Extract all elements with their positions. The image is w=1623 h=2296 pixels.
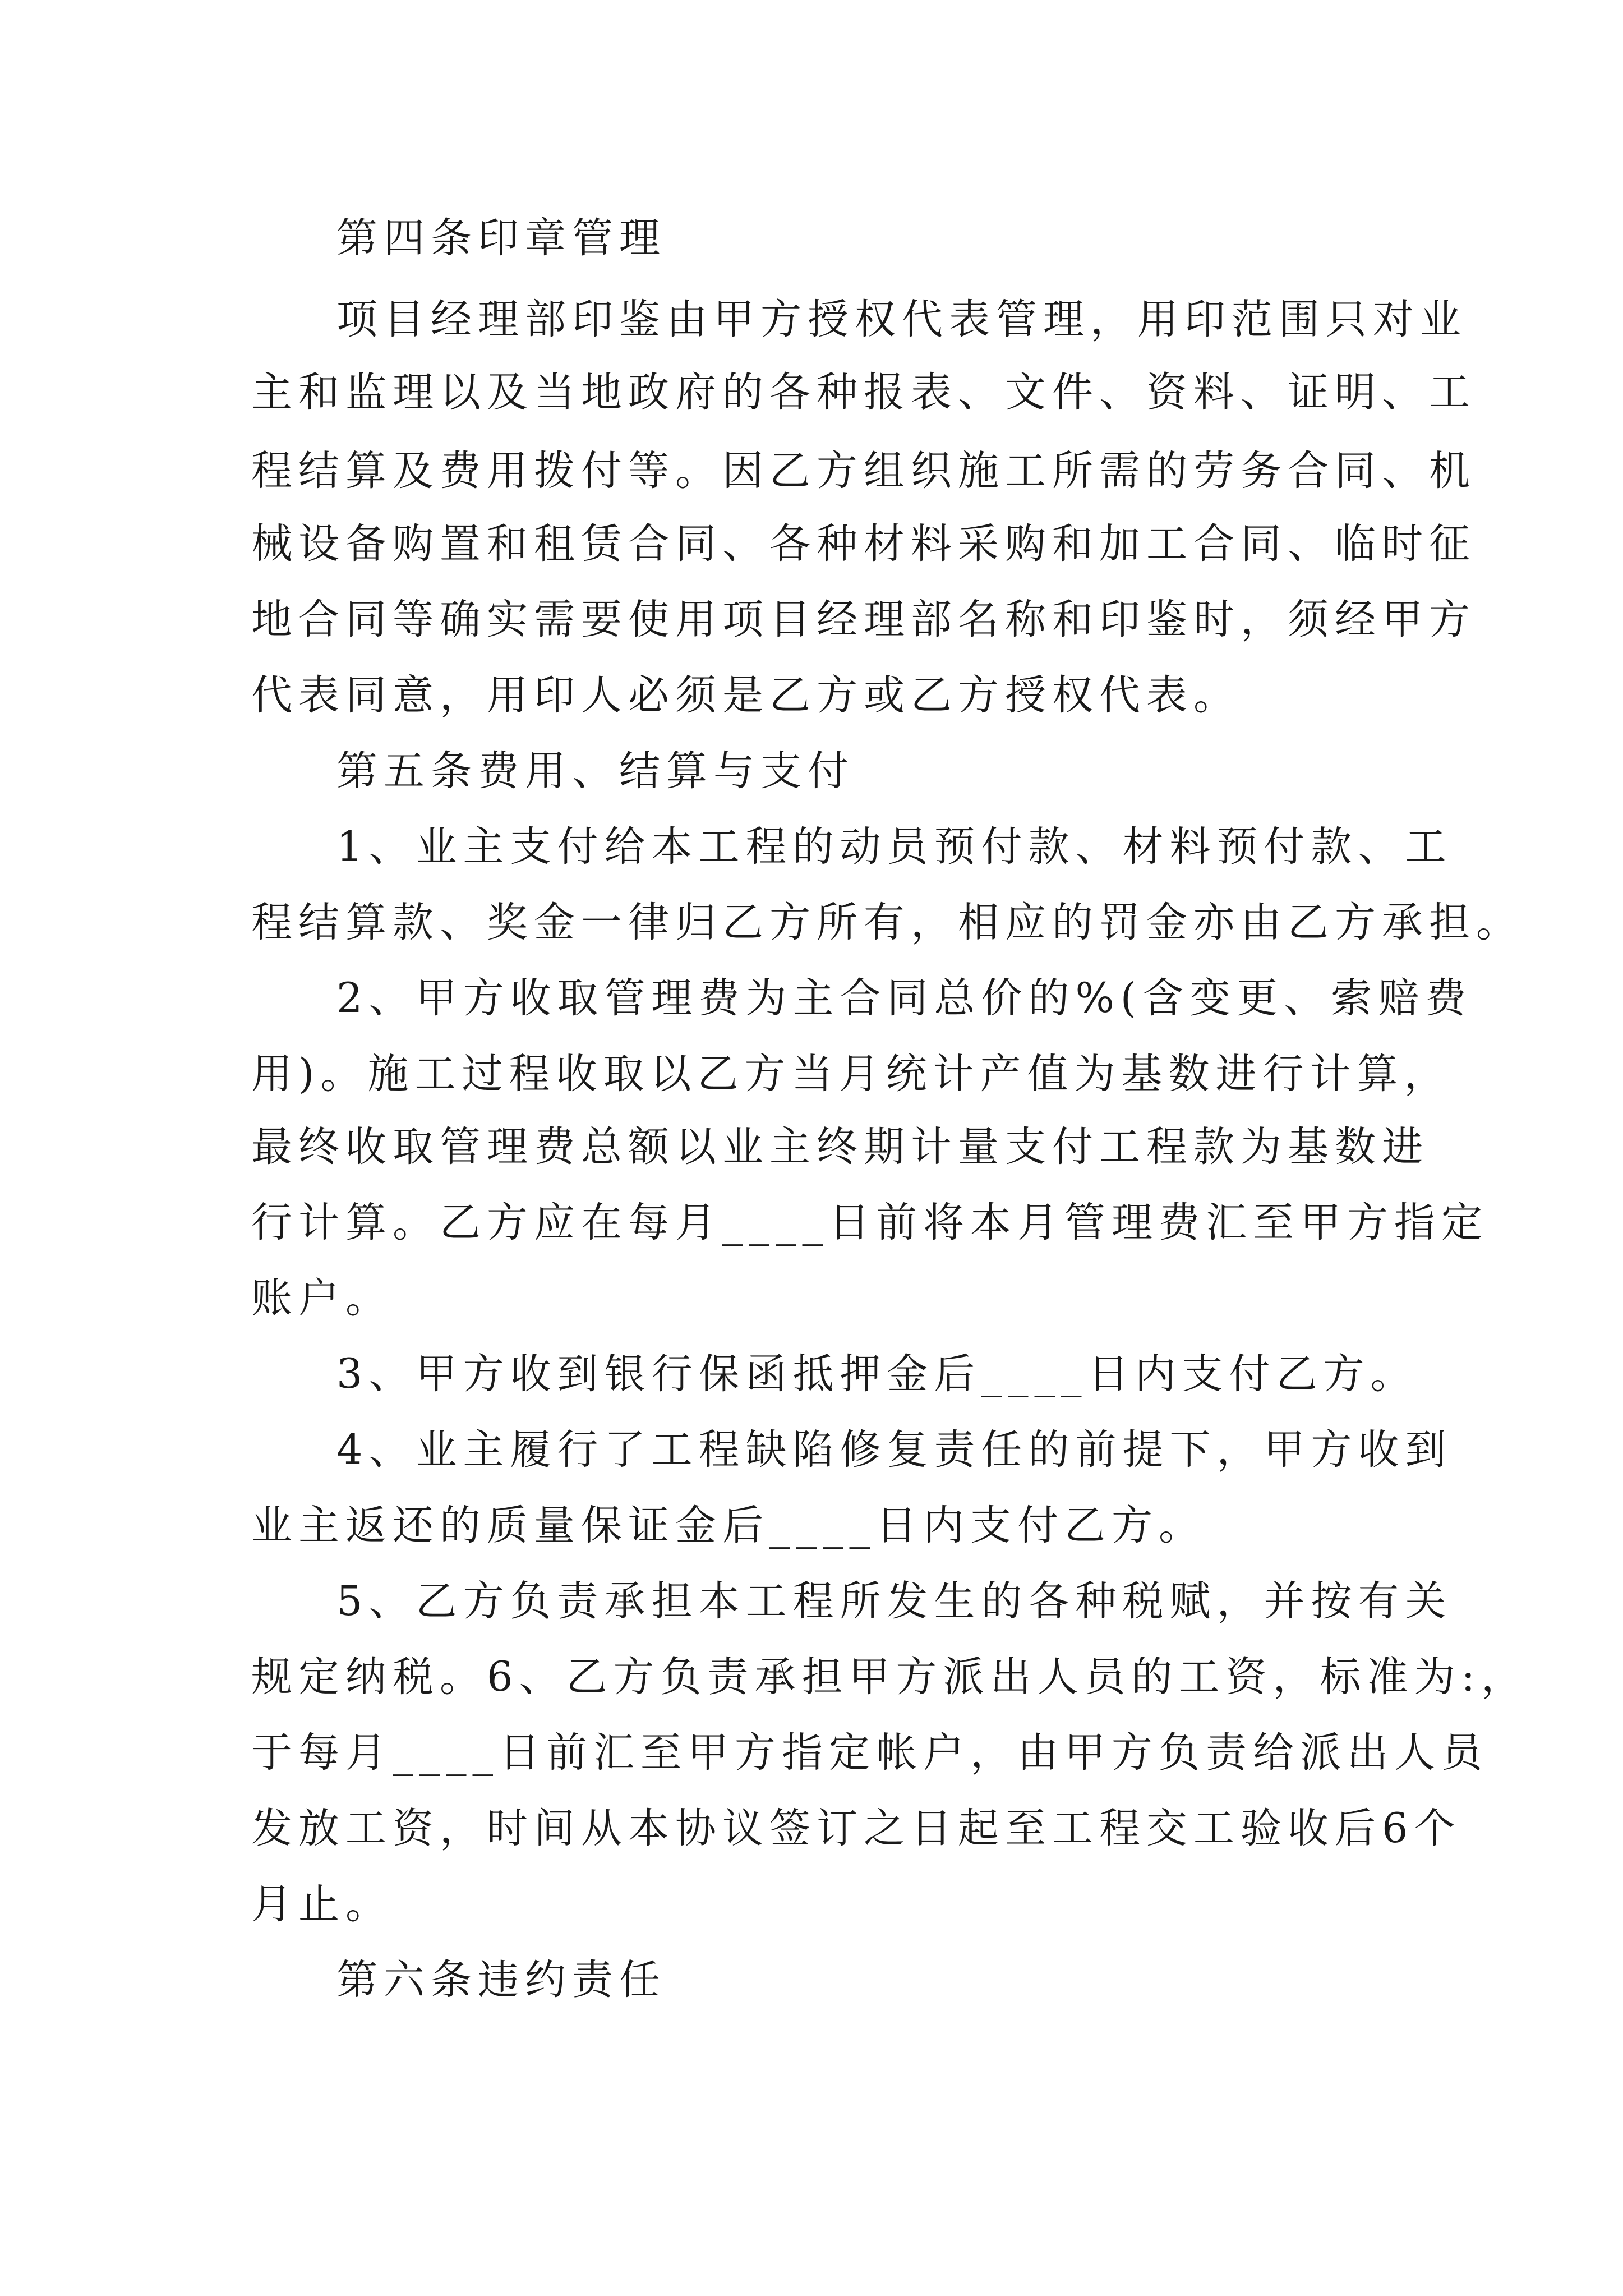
section-heading-4: 第四条印章管理 [336, 214, 666, 262]
paragraph-line: 程结算及费用拨付等。因乙方组织施工所需的劳务合同、机 [251, 447, 1476, 495]
paragraph-line: 账户。 [251, 1274, 393, 1322]
paragraph-line: 3、甲方收到银行保函抵押金后____日内支付乙方。 [336, 1350, 1418, 1398]
paragraph-line: 发放工资，时间从本协议签订之日起至工程交工验收后6个 [251, 1805, 1461, 1852]
paragraph-line: 械设备购置和租赁合同、各种材料采购和加工合同、临时征 [251, 520, 1476, 568]
section-heading-6: 第六条违约责任 [336, 1956, 666, 2004]
section-heading-5: 第五条费用、结算与支付 [336, 747, 855, 795]
paragraph-line: 行计算。乙方应在每月____日前将本月管理费汇至甲方指定 [251, 1199, 1488, 1246]
paragraph-line: 2、甲方收取管理费为主合同总价的%(含变更、索赔费 [336, 974, 1473, 1022]
paragraph-line: 主和监理以及当地政府的各种报表、文件、资料、证明、工 [251, 369, 1476, 416]
paragraph-line: 1、业主支付给本工程的动员预付款、材料预付款、工 [336, 823, 1453, 871]
paragraph-line: 项目经理部印鉴由甲方授权代表管理，用印范围只对业 [336, 296, 1467, 343]
paragraph-line: 月止。 [251, 1880, 393, 1928]
paragraph-line: 于每月____日前汇至甲方指定帐户，由甲方负责给派出人员 [251, 1729, 1488, 1777]
paragraph-line: 最终收取管理费总额以业主终期计量支付工程款为基数进 [251, 1123, 1429, 1171]
paragraph-line: 5、乙方负责承担本工程所发生的各种税赋，并按有关 [336, 1577, 1453, 1625]
paragraph-line: 代表同意，用印人必须是乙方或乙方授权代表。 [251, 671, 1241, 719]
paragraph-line: 4、业主履行了工程缺陷修复责任的前提下，甲方收到 [336, 1426, 1453, 1474]
paragraph-line: 规定纳税。6、乙方负责承担甲方派出人员的工资，标准为:， [251, 1653, 1529, 1701]
paragraph-line: 业主返还的质量保证金后____日内支付乙方。 [251, 1502, 1206, 1549]
paragraph-line: 用)。施工过程收取以乙方当月统计产值为基数进行计算， [251, 1050, 1451, 1098]
paragraph-line: 地合同等确实需要使用项目经理部名称和印鉴时，须经甲方 [251, 596, 1476, 643]
paragraph-line: 程结算款、奖金一律归乙方所有，相应的罚金亦由乙方承担。 [251, 899, 1523, 946]
